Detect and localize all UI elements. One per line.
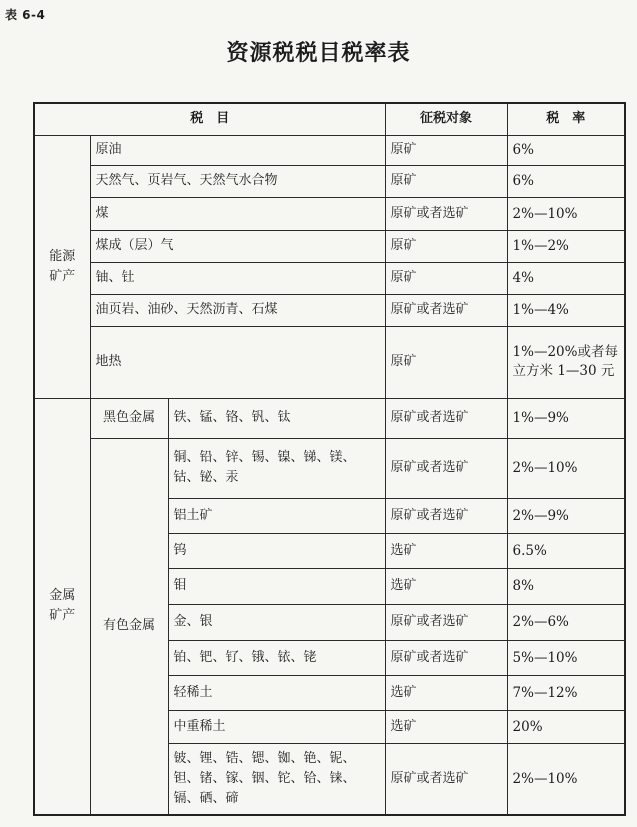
tax-object: 原矿	[385, 262, 507, 294]
table-row	[34, 294, 625, 326]
table-row	[34, 230, 625, 262]
tax-rate: 8%	[507, 568, 625, 604]
tax-object: 选矿	[385, 710, 507, 743]
tax-rate: 6%	[507, 135, 625, 165]
tax-object: 原矿	[385, 165, 507, 197]
tax-item: 铀、钍	[90, 262, 385, 294]
tax-item: 原油	[90, 135, 385, 165]
tax-object: 原矿或者选矿	[385, 438, 507, 498]
tax-rate: 4%	[507, 262, 625, 294]
category-metal: 金属矿产	[34, 398, 90, 815]
tax-object: 选矿	[385, 675, 507, 710]
tax-item: 铂、钯、钌、锇、铱、铑	[168, 640, 385, 675]
tax-rate: 2%—10%	[507, 438, 625, 498]
page-title: 资源税税目税率表	[226, 40, 411, 66]
tax-object: 原矿或者选矿	[385, 197, 507, 230]
subcategory-nonferrous: 有色金属	[90, 438, 168, 815]
tax-rate: 1%—4%	[507, 294, 625, 326]
tax-item: 煤	[90, 197, 385, 230]
table-row	[34, 398, 625, 438]
tax-object: 原矿或者选矿	[385, 498, 507, 533]
header-tax-object: 征税对象	[385, 103, 507, 135]
tax-object: 原矿	[385, 326, 507, 398]
tax-rate: 2%—10%	[507, 197, 625, 230]
table-row	[34, 438, 625, 498]
tax-item: 钼	[168, 568, 385, 604]
tax-item: 煤成（层）气	[90, 230, 385, 262]
tax-rate: 2%—9%	[507, 498, 625, 533]
tax-rate: 7%—12%	[507, 675, 625, 710]
table-row	[34, 197, 625, 230]
table-row	[34, 135, 625, 165]
table-row	[34, 262, 625, 294]
tax-rate: 6.5%	[507, 533, 625, 568]
tax-object: 原矿或者选矿	[385, 743, 507, 815]
tax-item: 金、银	[168, 604, 385, 640]
tax-item: 油页岩、油砂、天然沥青、石煤	[90, 294, 385, 326]
tax-rate: 6%	[507, 165, 625, 197]
tax-item: 铁、锰、铬、钒、钛	[168, 398, 385, 438]
table-row	[34, 165, 625, 197]
subcategory-ferrous: 黑色金属	[90, 398, 168, 438]
tax-rate: 2%—6%	[507, 604, 625, 640]
tax-object: 选矿	[385, 568, 507, 604]
tax-object: 原矿或者选矿	[385, 604, 507, 640]
tax-rate: 1%—2%	[507, 230, 625, 262]
table-row	[34, 326, 625, 398]
tax-object: 选矿	[385, 533, 507, 568]
tax-item: 天然气、页岩气、天然气水合物	[90, 165, 385, 197]
tax-rate-table	[33, 102, 626, 816]
tax-rate: 20%	[507, 710, 625, 743]
tax-item: 中重稀土	[168, 710, 385, 743]
tax-rate: 2%—10%	[507, 743, 625, 815]
tax-object: 原矿或者选矿	[385, 398, 507, 438]
table-header-row	[34, 103, 625, 135]
tax-item: 铝土矿	[168, 498, 385, 533]
tax-object: 原矿或者选矿	[385, 294, 507, 326]
tax-object: 原矿	[385, 135, 507, 165]
tax-rate: 5%—10%	[507, 640, 625, 675]
header-tax-rate: 税 率	[507, 103, 625, 135]
tax-item: 铍、锂、锆、锶、铷、铯、铌、钽、锗、镓、铟、铊、铪、铼、镉、硒、碲	[168, 743, 385, 815]
tax-item: 轻稀土	[168, 675, 385, 710]
tax-item: 钨	[168, 533, 385, 568]
category-energy: 能源矿产	[34, 135, 90, 398]
tax-rate: 1%—9%	[507, 398, 625, 438]
tax-object: 原矿或者选矿	[385, 640, 507, 675]
tax-rate: 1%—20%或者每立方米 1—30 元	[507, 326, 625, 398]
header-tax-item: 税 目	[34, 103, 385, 135]
tax-item: 地热	[90, 326, 385, 398]
table-number-label: 表 6-4	[5, 8, 46, 22]
tax-item: 铜、铅、锌、锡、镍、锑、镁、钴、铋、汞	[168, 438, 385, 498]
tax-object: 原矿	[385, 230, 507, 262]
